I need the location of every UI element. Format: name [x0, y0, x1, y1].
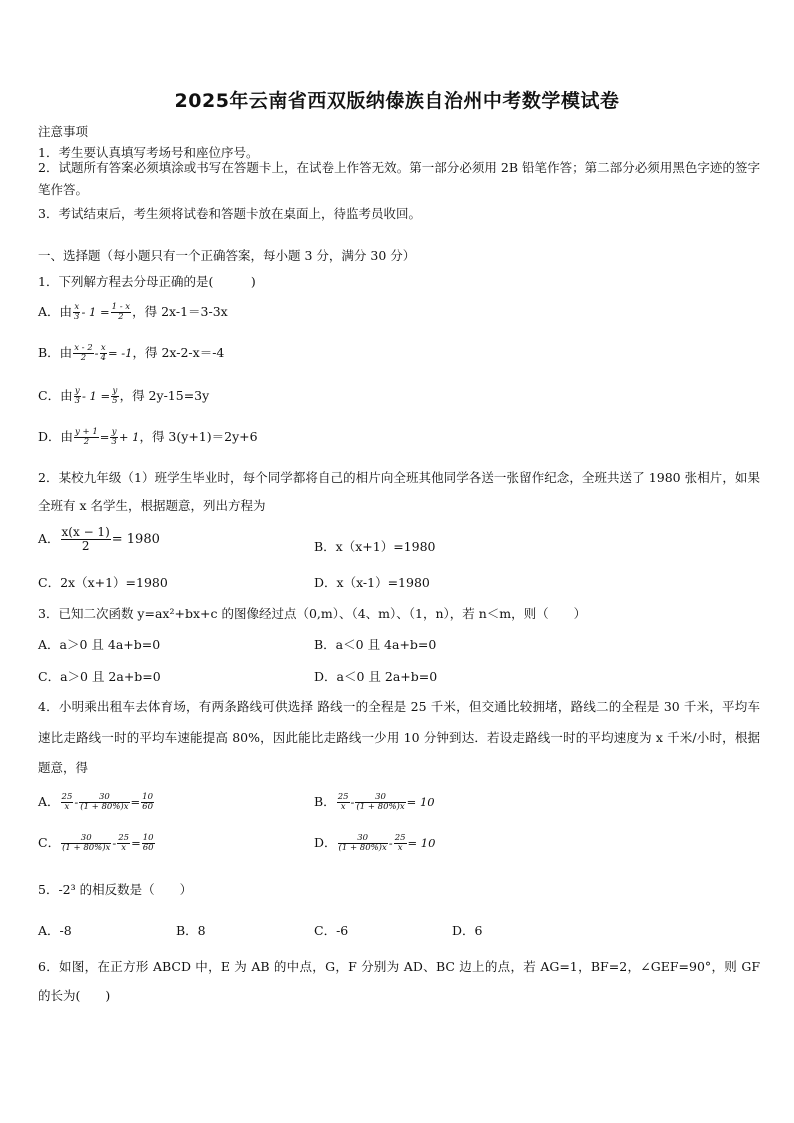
q2-option-b[interactable]: B．x（x+1）=1980 — [314, 539, 436, 554]
notice-item-3: 3．考试结束后，考生须将试卷和答题卡放在桌面上，待监考员收回。 — [38, 206, 421, 221]
math-operator: = — [99, 430, 110, 444]
math-rhs: = 10 — [407, 836, 436, 850]
q1-option-c[interactable] — [38, 386, 209, 406]
option-label: C． — [38, 835, 61, 850]
q4-option-c[interactable] — [38, 833, 156, 853]
q1-option-d[interactable] — [38, 427, 258, 447]
fraction: $\frac{x}{4}$ — [100, 342, 106, 363]
fraction: $\frac{30}{(1 + 80\%)x}$ — [338, 832, 387, 853]
option-label: B． — [314, 794, 336, 809]
q5-option-c[interactable]: C．-6 — [314, 923, 349, 938]
option-result: ，得 2x-1＝3-3x — [132, 304, 228, 319]
fraction: $\frac{30}{(1 + 80\%)x}$ — [356, 791, 405, 812]
notice-heading: 注意事项 — [38, 124, 89, 139]
option-label: D．由 — [38, 429, 74, 444]
fraction: $\frac{10}{60}$ — [142, 832, 154, 853]
math-rhs: = -1 — [107, 346, 133, 360]
q4-option-a[interactable] — [38, 792, 155, 812]
q2-option-d[interactable]: D．x（x-1）=1980 — [314, 575, 430, 590]
fraction: $\frac{1 - x}{2}$ — [111, 301, 131, 322]
fraction: $\frac{25}{x}$ — [337, 791, 349, 812]
fraction: $\frac{y}{3}$ — [111, 426, 117, 447]
math-operator: - — [74, 795, 79, 809]
fraction: $\frac{30}{(1 + 80\%)x}$ — [80, 791, 129, 812]
math-operator: = — [130, 795, 141, 809]
question-3-stem: 3．已知二次函数 y=ax²+bx+c 的图像经过点（0,m）、（4、m）、（1，n），若 n＜m，则（ ） — [38, 606, 587, 621]
fraction: $\frac{x}{3}$ — [74, 301, 80, 322]
math-operator: = — [131, 836, 141, 850]
fraction: $\frac{y}{5}$ — [112, 385, 118, 406]
fraction: $\frac{y + 1}{2}$ — [75, 426, 98, 447]
math-operator: - — [388, 836, 393, 850]
q5-option-a[interactable]: A．-8 — [38, 923, 72, 938]
math-operator: - — [350, 795, 355, 809]
q3-option-b[interactable]: B．a＜0 且 4a+b=0 — [314, 637, 437, 652]
math-rhs: = 1980 — [111, 532, 160, 548]
fraction: $\frac{25}{x}$ — [118, 832, 130, 853]
question-5-stem: 5．-2³ 的相反数是（ ） — [38, 882, 193, 897]
option-result: ，得 2x-2-x＝-4 — [132, 345, 225, 360]
q5-option-b[interactable]: B．8 — [176, 923, 206, 938]
option-label: B．由 — [38, 345, 73, 360]
math-operator: - 1 = — [82, 389, 111, 403]
question-1-stem: 1．下列解方程去分母正确的是( ) — [38, 274, 256, 289]
option-label: A．由 — [38, 304, 73, 319]
fraction: $\frac{x - 2}{2}$ — [74, 342, 93, 363]
option-label: D． — [314, 835, 337, 850]
fraction: $\frac{10}{60}$ — [142, 791, 153, 812]
question-2-stem: 2．某校九年级（1）班学生毕业时，每个同学都将自己的相片向全班其他同学各送一张留作纪念，全班共送了 1980 张相片，如果全班有 x 名学生，根据题意，列出方程为 — [38, 470, 760, 513]
q4-option-d[interactable] — [314, 833, 435, 853]
notice-item-1: 1．考生要认真填写考场号和座位序号。 — [38, 145, 259, 160]
page-title: 2025年云南省西双版纳傣族自治州中考数学模试卷 — [174, 90, 620, 112]
math-rhs: + 1 — [118, 430, 140, 444]
q3-option-a[interactable]: A．a＞0 且 4a+b=0 — [38, 637, 161, 652]
question-4-stem: 4．小明乘出租车去体育场，有两条路线可供选择 路线一的全程是 25 千米，但交通比较拥堵，路线二的全程是 30 千米，平均车速比走路线一时的平均车速能提高 80%，因此能比走路线一少用 10 分钟到达．若设走路线一时的平均速度为 x 千米/小时，根据题意，得 — [38, 699, 760, 776]
math-operator: - — [112, 836, 117, 850]
notice-item-2: 2．试题所有答案必须填涂或书写在答题卡上，在试卷上作答无效。第一部分必须用 2B 铅笔作答；第二部分必须用黑色字迹的签字笔作答。 — [38, 160, 760, 197]
math-operator: - — [94, 346, 99, 360]
question-6-stem: 6．如图，在正方形 ABCD 中，E 为 AB 的中点，G，F 分别为 AD、BC 边上的点，若 AG=1，BF=2，∠GEF=90°，则 GF 的长为( ) — [38, 959, 760, 1003]
q2-option-c[interactable]: C．2x（x+1）=1980 — [38, 575, 168, 590]
option-label: A． — [38, 531, 60, 547]
option-result: ，得 2y-15=3y — [119, 388, 210, 403]
math-operator: - 1 = — [81, 305, 110, 319]
fraction: $\frac{y}{3}$ — [74, 385, 80, 406]
fraction: $\frac{25}{x}$ — [394, 832, 406, 853]
option-label: A． — [38, 794, 60, 809]
option-label: C．由 — [38, 388, 73, 403]
fraction: $\frac{25}{x}$ — [61, 791, 73, 812]
q2-option-a[interactable] — [38, 526, 160, 553]
fraction: $\frac{30}{(1 + 80\%)x}$ — [62, 832, 111, 853]
q3-option-d[interactable]: D．a＜0 且 2a+b=0 — [314, 669, 438, 684]
q1-option-b[interactable] — [38, 343, 224, 363]
section-heading: 一、选择题（每小题只有一个正确答案，每小题 3 分，满分 30 分） — [38, 248, 416, 263]
q1-option-a[interactable] — [38, 302, 228, 322]
math-rhs: = 10 — [406, 795, 435, 809]
q4-option-b[interactable] — [314, 792, 435, 812]
q3-option-c[interactable]: C．a＞0 且 2a+b=0 — [38, 669, 161, 684]
fraction: $\frac{x(x - 1)}{2}$ — [61, 525, 110, 554]
q5-option-d[interactable]: D．6 — [452, 923, 483, 938]
option-result: ，得 3(y+1)＝2y+6 — [139, 429, 258, 444]
